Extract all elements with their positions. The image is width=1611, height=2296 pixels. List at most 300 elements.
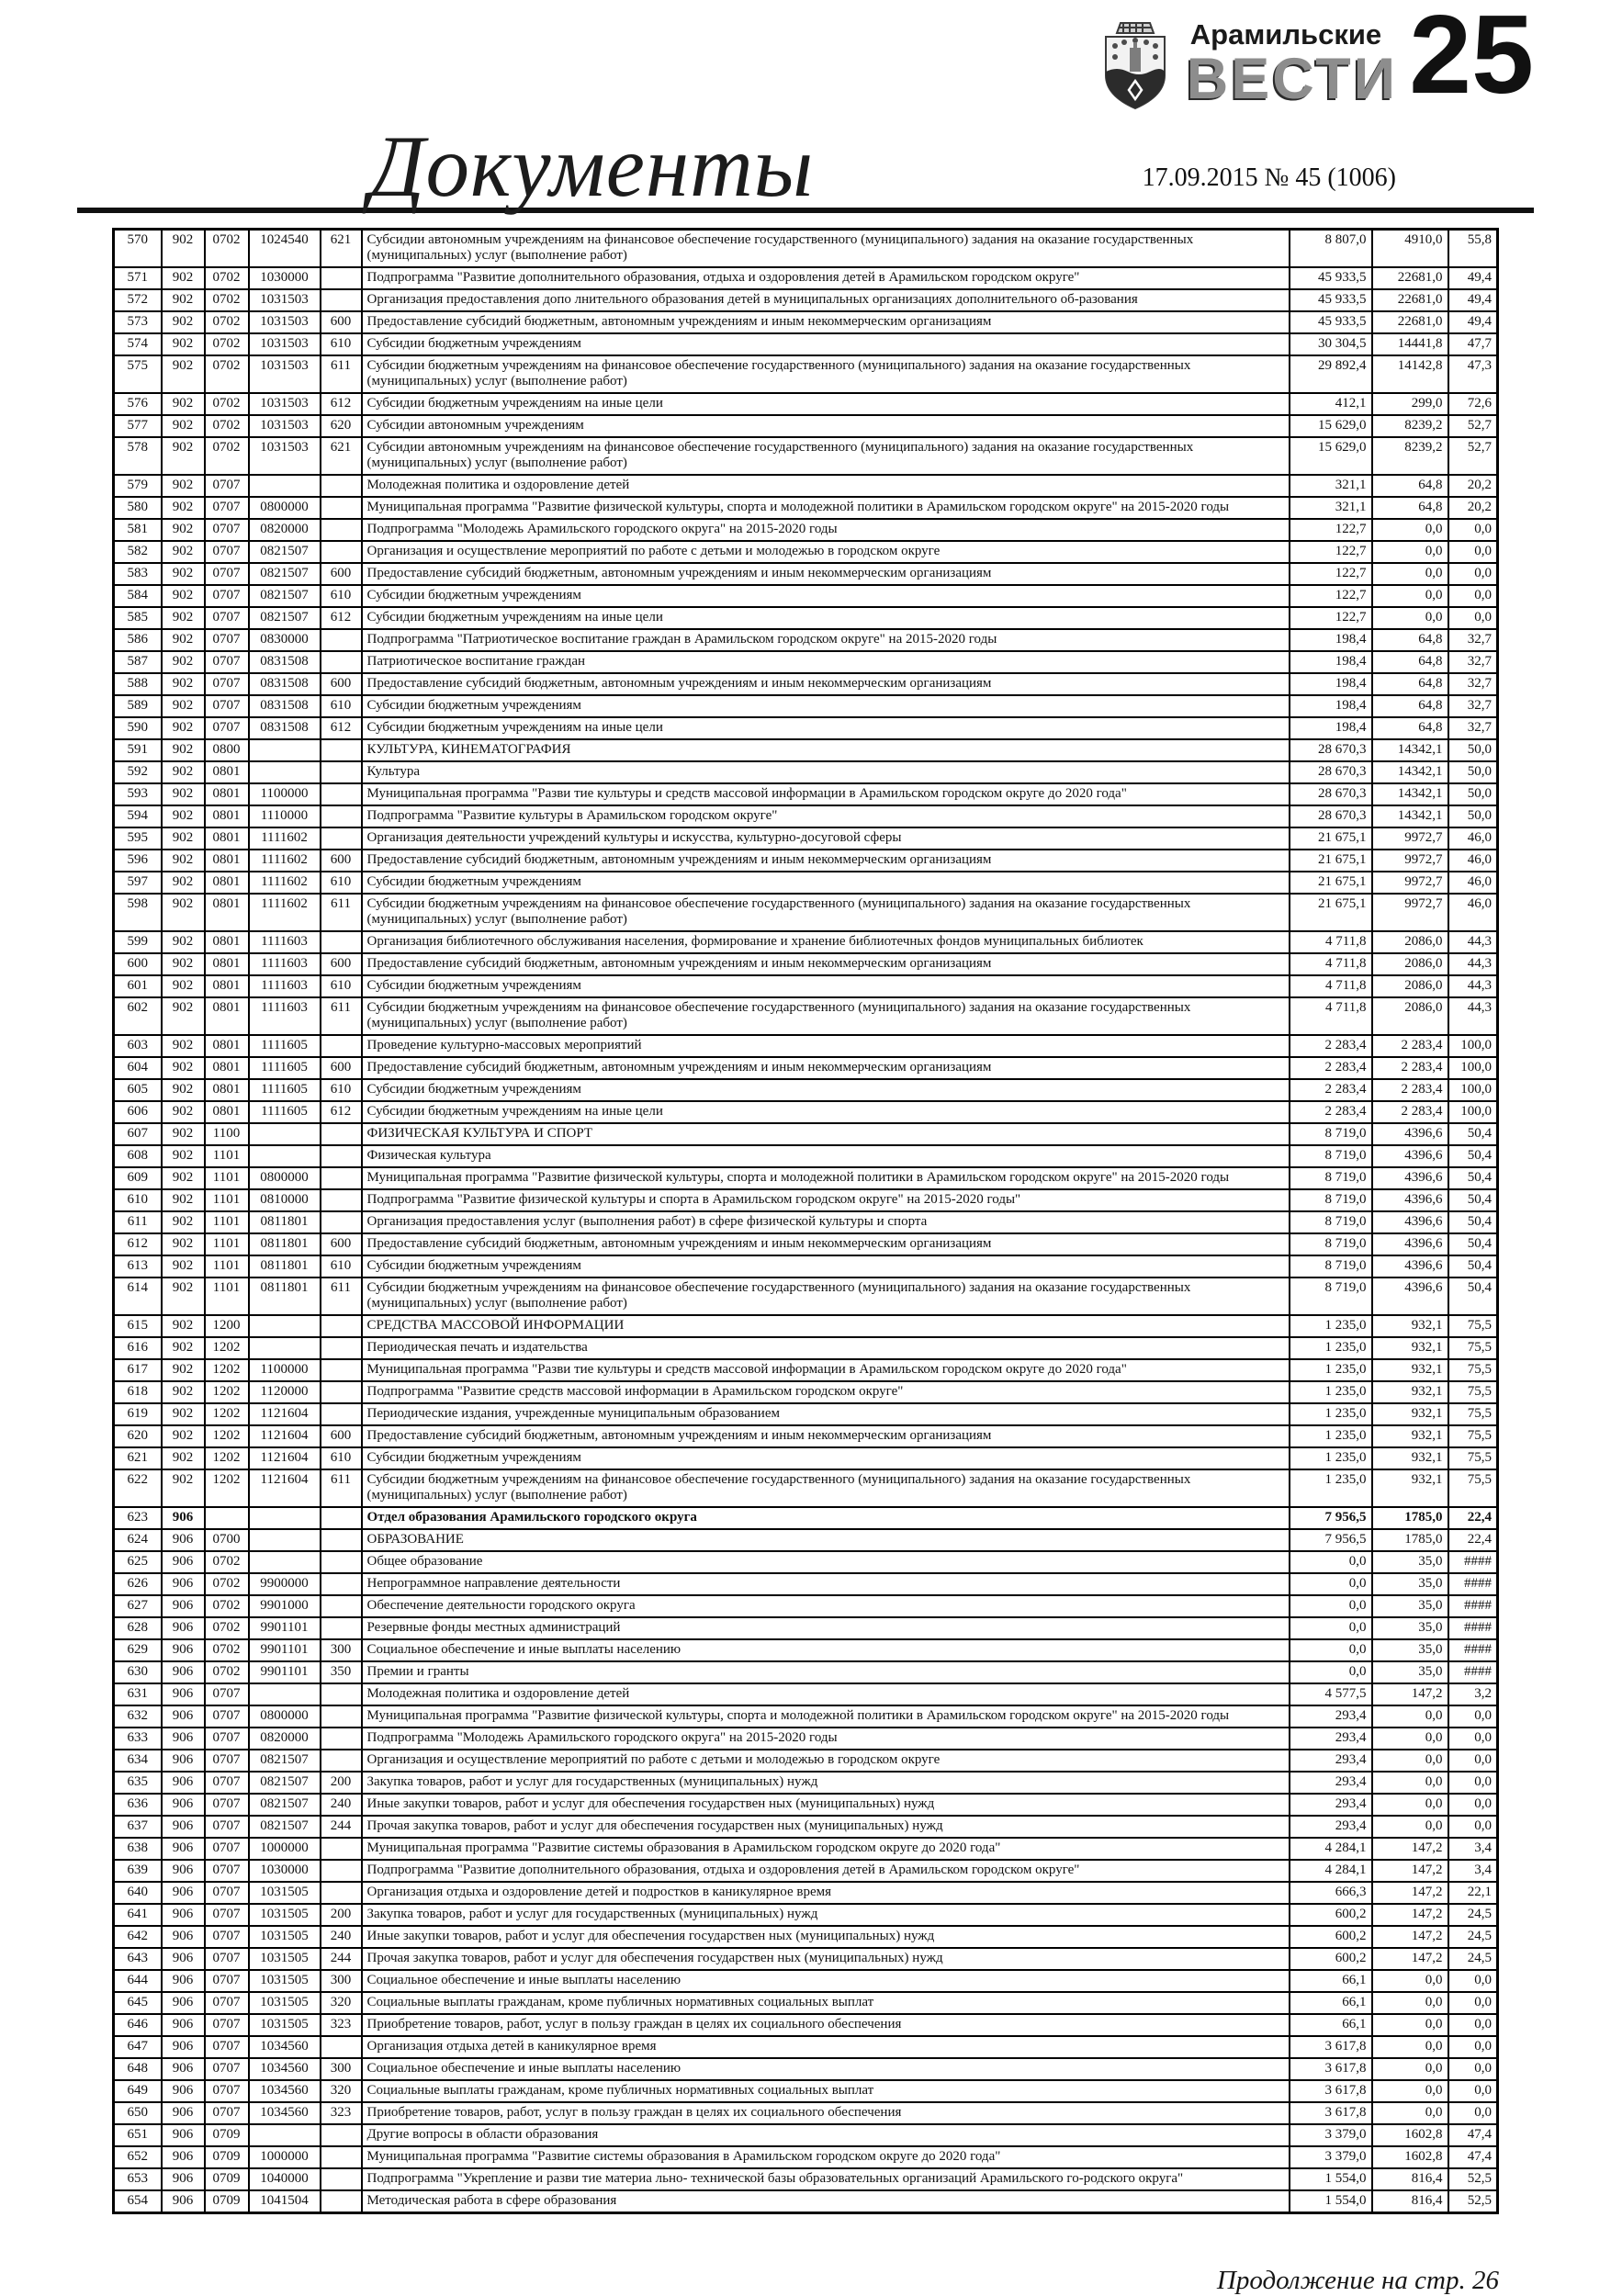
table-row bbox=[114, 1101, 1498, 1123]
cell-plan-value: 66,1 bbox=[1290, 2014, 1372, 2036]
cell-fact-value: 64,8 bbox=[1372, 629, 1448, 651]
cell-percent-value: 52,5 bbox=[1448, 2168, 1498, 2190]
cell-plan-value: 198,4 bbox=[1290, 717, 1372, 739]
cell-section-code: 0801 bbox=[205, 997, 249, 1035]
cell-target-article: 1031505 bbox=[249, 2014, 321, 2036]
cell-section-code: 0702 bbox=[205, 393, 249, 415]
cell-expense-type bbox=[321, 1211, 362, 1233]
cell-plan-value: 1 235,0 bbox=[1290, 1447, 1372, 1469]
cell-description: Субсидии бюджетным учреждениям на иные цели bbox=[362, 607, 1290, 629]
cell-plan-value: 600,2 bbox=[1290, 1904, 1372, 1926]
cell-section-code: 0800 bbox=[205, 739, 249, 761]
cell-expense-type bbox=[321, 1403, 362, 1425]
cell-percent-value: 0,0 bbox=[1448, 2102, 1498, 2124]
cell-section-code: 0702 bbox=[205, 1639, 249, 1661]
cell-description: Иные закупки товаров, работ и услуг для обеспечения государствен ных (муниципальных) нужд bbox=[362, 1926, 1290, 1948]
cell-target-article: 1111602 bbox=[249, 850, 321, 872]
cell-description: Предоставление субсидий бюджетным, автономным учреждениям и иным некоммерческим организациям bbox=[362, 1233, 1290, 1255]
table-row bbox=[114, 1882, 1498, 1904]
cell-section-code: 1202 bbox=[205, 1469, 249, 1507]
table-row bbox=[114, 1573, 1498, 1595]
cell-description: Иные закупки товаров, работ и услуг для обеспечения государствен ных (муниципальных) нужд bbox=[362, 1794, 1290, 1816]
cell-row-number: 583 bbox=[114, 563, 162, 585]
cell-description: Подпрограмма "Развитие дополнительного образования, отдыха и оздоровления детей в Арамильском городском округе" bbox=[362, 267, 1290, 289]
cell-target-article: 1031503 bbox=[249, 415, 321, 437]
cell-grbs-code: 906 bbox=[162, 1617, 205, 1639]
cell-section-code: 1202 bbox=[205, 1359, 249, 1381]
cell-fact-value: 35,0 bbox=[1372, 1573, 1448, 1595]
cell-section-code: 0709 bbox=[205, 2190, 249, 2213]
cell-row-number: 591 bbox=[114, 739, 162, 761]
cell-grbs-code: 906 bbox=[162, 2014, 205, 2036]
cell-grbs-code: 902 bbox=[162, 415, 205, 437]
cell-description: Субсидии автономным учреждениям bbox=[362, 415, 1290, 437]
cell-row-number: 644 bbox=[114, 1970, 162, 1992]
cell-percent-value: 50,4 bbox=[1448, 1123, 1498, 1145]
cell-row-number: 581 bbox=[114, 519, 162, 541]
cell-section-code: 0702 bbox=[205, 1661, 249, 1683]
table-row bbox=[114, 931, 1498, 953]
cell-row-number: 602 bbox=[114, 997, 162, 1035]
cell-expense-type bbox=[321, 519, 362, 541]
cell-fact-value: 2 283,4 bbox=[1372, 1035, 1448, 1057]
table-row bbox=[114, 1904, 1498, 1926]
cell-grbs-code: 906 bbox=[162, 1705, 205, 1728]
table-row bbox=[114, 2146, 1498, 2168]
cell-expense-type: 600 bbox=[321, 563, 362, 585]
cell-section-code: 0702 bbox=[205, 1551, 249, 1573]
cell-fact-value: 64,8 bbox=[1372, 695, 1448, 717]
cell-target-article: 0821507 bbox=[249, 585, 321, 607]
cell-description: Субсидии бюджетным учреждениям bbox=[362, 975, 1290, 997]
cell-expense-type: 320 bbox=[321, 2080, 362, 2102]
cell-percent-value: 0,0 bbox=[1448, 1728, 1498, 1750]
cell-description: Приобретение товаров, работ, услуг в пользу граждан в целях их социального обеспечения bbox=[362, 2102, 1290, 2124]
cell-description: Социальное обеспечение и иные выплаты населению bbox=[362, 1970, 1290, 1992]
cell-fact-value: 0,0 bbox=[1372, 1750, 1448, 1772]
cell-section-code: 0801 bbox=[205, 761, 249, 783]
cell-expense-type: 600 bbox=[321, 311, 362, 333]
cell-description: Организация отдыха детей в каникулярное время bbox=[362, 2036, 1290, 2058]
cell-expense-type: 612 bbox=[321, 717, 362, 739]
cell-section-code: 1202 bbox=[205, 1337, 249, 1359]
cell-target-article: 0800000 bbox=[249, 1167, 321, 1189]
cell-fact-value: 35,0 bbox=[1372, 1595, 1448, 1617]
cell-description: Субсидии бюджетным учреждениям bbox=[362, 1255, 1290, 1277]
cell-grbs-code: 902 bbox=[162, 355, 205, 393]
cell-fact-value: 64,8 bbox=[1372, 497, 1448, 519]
cell-description: Предоставление субсидий бюджетным, автономным учреждениям и иным некоммерческим организациям bbox=[362, 1425, 1290, 1447]
cell-description: Прочая закупка товаров, работ и услуг для обеспечения государствен ных (муниципальных) нужд bbox=[362, 1816, 1290, 1838]
cell-target-article: 1031505 bbox=[249, 1992, 321, 2014]
cell-description: Субсидии бюджетным учреждениям на финансовое обеспечение государственного (муниципального) задания на оказание государственных (муниципальных) услуг (выполнение работ) bbox=[362, 1469, 1290, 1507]
cell-expense-type bbox=[321, 629, 362, 651]
cell-fact-value: 14142,8 bbox=[1372, 355, 1448, 393]
cell-fact-value: 22681,0 bbox=[1372, 267, 1448, 289]
cell-percent-value: 0,0 bbox=[1448, 563, 1498, 585]
cell-description: СРЕДСТВА МАССОВОЙ ИНФОРМАЦИИ bbox=[362, 1315, 1290, 1337]
cell-description: Субсидии бюджетным учреждениям на иные цели bbox=[362, 393, 1290, 415]
cell-grbs-code: 906 bbox=[162, 2190, 205, 2213]
cell-plan-value: 293,4 bbox=[1290, 1816, 1372, 1838]
cell-grbs-code: 902 bbox=[162, 311, 205, 333]
cell-expense-type: 323 bbox=[321, 2014, 362, 2036]
cell-section-code: 0702 bbox=[205, 355, 249, 393]
cell-plan-value: 7 956,5 bbox=[1290, 1507, 1372, 1529]
cell-section-code: 0707 bbox=[205, 629, 249, 651]
cell-target-article bbox=[249, 1123, 321, 1145]
cell-section-code: 0702 bbox=[205, 1595, 249, 1617]
cell-target-article: 1031503 bbox=[249, 393, 321, 415]
cell-percent-value: 3,4 bbox=[1448, 1838, 1498, 1860]
cell-percent-value: 24,5 bbox=[1448, 1926, 1498, 1948]
table-row bbox=[114, 1970, 1498, 1992]
table-row bbox=[114, 1167, 1498, 1189]
cell-description: Социальное обеспечение и иные выплаты населению bbox=[362, 2058, 1290, 2080]
cell-plan-value: 4 711,8 bbox=[1290, 997, 1372, 1035]
cell-fact-value: 35,0 bbox=[1372, 1639, 1448, 1661]
cell-expense-type bbox=[321, 541, 362, 563]
cell-target-article: 1110000 bbox=[249, 805, 321, 827]
issue-date-line: 17.09.2015 № 45 (1006) bbox=[1142, 163, 1396, 192]
table-row bbox=[114, 1211, 1498, 1233]
table-row bbox=[114, 607, 1498, 629]
cell-plan-value: 0,0 bbox=[1290, 1661, 1372, 1683]
cell-fact-value: 35,0 bbox=[1372, 1661, 1448, 1683]
brand-texts bbox=[1186, 18, 1398, 111]
cell-section-code: 0801 bbox=[205, 931, 249, 953]
table-row bbox=[114, 1123, 1498, 1145]
cell-section-code: 0801 bbox=[205, 805, 249, 827]
cell-percent-value: 52,7 bbox=[1448, 415, 1498, 437]
cell-row-number: 633 bbox=[114, 1728, 162, 1750]
table-row bbox=[114, 953, 1498, 975]
cell-row-number: 587 bbox=[114, 651, 162, 673]
cell-section-code: 1202 bbox=[205, 1425, 249, 1447]
cell-plan-value: 3 379,0 bbox=[1290, 2146, 1372, 2168]
cell-expense-type: 610 bbox=[321, 1255, 362, 1277]
cell-row-number: 614 bbox=[114, 1277, 162, 1315]
cell-grbs-code: 902 bbox=[162, 497, 205, 519]
table-row bbox=[114, 2058, 1498, 2080]
cell-section-code: 0707 bbox=[205, 2102, 249, 2124]
cell-fact-value: 2086,0 bbox=[1372, 975, 1448, 997]
cell-row-number: 617 bbox=[114, 1359, 162, 1381]
cell-fact-value: 0,0 bbox=[1372, 607, 1448, 629]
table-row bbox=[114, 333, 1498, 355]
table-row bbox=[114, 2080, 1498, 2102]
cell-grbs-code: 902 bbox=[162, 563, 205, 585]
cell-percent-value: 50,0 bbox=[1448, 739, 1498, 761]
brand-city-label: Арамильские bbox=[1189, 18, 1382, 51]
cell-plan-value: 412,1 bbox=[1290, 393, 1372, 415]
cell-plan-value: 600,2 bbox=[1290, 1948, 1372, 1970]
cell-section-code: 1101 bbox=[205, 1233, 249, 1255]
table-row bbox=[114, 1447, 1498, 1469]
cell-fact-value: 147,2 bbox=[1372, 1904, 1448, 1926]
cell-plan-value: 8 719,0 bbox=[1290, 1211, 1372, 1233]
cell-plan-value: 45 933,5 bbox=[1290, 311, 1372, 333]
table-row bbox=[114, 1057, 1498, 1079]
table-row bbox=[114, 695, 1498, 717]
cell-plan-value: 0,0 bbox=[1290, 1617, 1372, 1639]
cell-target-article bbox=[249, 1507, 321, 1529]
cell-description: Организация библиотечного обслуживания населения, формирование и хранение библиотечных фондов муниципальных библиотек bbox=[362, 931, 1290, 953]
cell-grbs-code: 902 bbox=[162, 975, 205, 997]
table-row bbox=[114, 2102, 1498, 2124]
cell-row-number: 570 bbox=[114, 230, 162, 268]
cell-target-article: 9900000 bbox=[249, 1573, 321, 1595]
cell-percent-value: 75,5 bbox=[1448, 1469, 1498, 1507]
cell-target-article: 0800000 bbox=[249, 1705, 321, 1728]
cell-fact-value: 0,0 bbox=[1372, 1772, 1448, 1794]
cell-row-number: 628 bbox=[114, 1617, 162, 1639]
cell-grbs-code: 906 bbox=[162, 1882, 205, 1904]
cell-grbs-code: 902 bbox=[162, 1123, 205, 1145]
cell-description: Периодические издания, учрежденные муниципальным образованием bbox=[362, 1403, 1290, 1425]
cell-plan-value: 4 711,8 bbox=[1290, 931, 1372, 953]
cell-plan-value: 7 956,5 bbox=[1290, 1529, 1372, 1551]
cell-plan-value: 2 283,4 bbox=[1290, 1101, 1372, 1123]
cell-target-article: 1111603 bbox=[249, 953, 321, 975]
cell-section-code: 0700 bbox=[205, 1529, 249, 1551]
cell-description: Субсидии автономным учреждениям на финансовое обеспечение государственного (муниципального) задания на оказание государственных (муниципальных) услуг (выполнение работ) bbox=[362, 230, 1290, 268]
cell-target-article: 0831508 bbox=[249, 717, 321, 739]
cell-grbs-code: 902 bbox=[162, 717, 205, 739]
table-row bbox=[114, 651, 1498, 673]
cell-expense-type bbox=[321, 1683, 362, 1705]
cell-description: Субсидии бюджетным учреждениям bbox=[362, 872, 1290, 894]
cell-fact-value: 4396,6 bbox=[1372, 1167, 1448, 1189]
cell-target-article: 1000000 bbox=[249, 1838, 321, 1860]
cell-expense-type: 621 bbox=[321, 230, 362, 268]
cell-expense-type bbox=[321, 1529, 362, 1551]
cell-fact-value: 932,1 bbox=[1372, 1425, 1448, 1447]
table-row bbox=[114, 1683, 1498, 1705]
cell-section-code: 0801 bbox=[205, 827, 249, 850]
cell-expense-type: 244 bbox=[321, 1948, 362, 1970]
cell-grbs-code: 902 bbox=[162, 585, 205, 607]
cell-description: Проведение культурно-массовых мероприятий bbox=[362, 1035, 1290, 1057]
cell-section-code: 0707 bbox=[205, 1860, 249, 1882]
table-row bbox=[114, 230, 1498, 268]
cell-description: Муниципальная программа "Разви тие культуры и средств массовой информации в Арамильском городском округе до 2020 года" bbox=[362, 1359, 1290, 1381]
cell-expense-type: 600 bbox=[321, 953, 362, 975]
cell-row-number: 618 bbox=[114, 1381, 162, 1403]
cell-plan-value: 45 933,5 bbox=[1290, 267, 1372, 289]
cell-description: Организация предоставления допо лнительного образования детей в муниципальных организациях дополнительного об-разования bbox=[362, 289, 1290, 311]
cell-plan-value: 21 675,1 bbox=[1290, 850, 1372, 872]
cell-description: Субсидии бюджетным учреждениям на иные цели bbox=[362, 717, 1290, 739]
cell-plan-value: 8 719,0 bbox=[1290, 1277, 1372, 1315]
cell-percent-value: #### bbox=[1448, 1639, 1498, 1661]
cell-section-code: 1202 bbox=[205, 1403, 249, 1425]
cell-fact-value: 0,0 bbox=[1372, 1794, 1448, 1816]
cell-percent-value: 0,0 bbox=[1448, 1705, 1498, 1728]
cell-fact-value: 1785,0 bbox=[1372, 1529, 1448, 1551]
cell-percent-value: 52,5 bbox=[1448, 2190, 1498, 2213]
cell-row-number: 637 bbox=[114, 1816, 162, 1838]
cell-description: Подпрограмма "Развитие физической культуры и спорта в Арамильском городском округе" на 2015-2020 годы" bbox=[362, 1189, 1290, 1211]
table-row bbox=[114, 563, 1498, 585]
cell-percent-value: 50,4 bbox=[1448, 1255, 1498, 1277]
cell-target-article: 0820000 bbox=[249, 519, 321, 541]
cell-grbs-code: 902 bbox=[162, 1211, 205, 1233]
cell-percent-value: 46,0 bbox=[1448, 850, 1498, 872]
cell-plan-value: 122,7 bbox=[1290, 585, 1372, 607]
cell-percent-value: 3,2 bbox=[1448, 1683, 1498, 1705]
table-row bbox=[114, 1617, 1498, 1639]
cell-description: Подпрограмма "Развитие культуры в Арамильском городском округе" bbox=[362, 805, 1290, 827]
cell-target-article: 9901000 bbox=[249, 1595, 321, 1617]
cell-description: Муниципальная программа "Развитие системы образования в Арамильском городском округе до 2020 года" bbox=[362, 2146, 1290, 2168]
table-row bbox=[114, 1255, 1498, 1277]
cell-row-number: 642 bbox=[114, 1926, 162, 1948]
cell-plan-value: 4 284,1 bbox=[1290, 1860, 1372, 1882]
cell-description: Субсидии бюджетным учреждениям на финансовое обеспечение государственного (муниципального) задания на оказание государственных (муниципальных) услуг (выполнение работ) bbox=[362, 1277, 1290, 1315]
cell-expense-type: 600 bbox=[321, 1425, 362, 1447]
cell-grbs-code: 902 bbox=[162, 1425, 205, 1447]
cell-expense-type bbox=[321, 1167, 362, 1189]
cell-fact-value: 147,2 bbox=[1372, 1882, 1448, 1904]
cell-plan-value: 600,2 bbox=[1290, 1926, 1372, 1948]
cell-row-number: 619 bbox=[114, 1403, 162, 1425]
cell-description: Муниципальная программа "Развитие физической культуры, спорта и молодежной политики в Арамильском городском округе" на 2015-2020 годы bbox=[362, 1705, 1290, 1728]
cell-percent-value: 75,5 bbox=[1448, 1425, 1498, 1447]
cell-section-code: 0707 bbox=[205, 2036, 249, 2058]
cell-expense-type: 611 bbox=[321, 355, 362, 393]
table-row bbox=[114, 1705, 1498, 1728]
cell-plan-value: 198,4 bbox=[1290, 695, 1372, 717]
brand-name-label: ВЕСТИ bbox=[1186, 47, 1398, 111]
cell-percent-value: 50,0 bbox=[1448, 805, 1498, 827]
cell-row-number: 652 bbox=[114, 2146, 162, 2168]
cell-row-number: 654 bbox=[114, 2190, 162, 2213]
cell-fact-value: 0,0 bbox=[1372, 1816, 1448, 1838]
cell-target-article: 1030000 bbox=[249, 267, 321, 289]
cell-target-article bbox=[249, 1315, 321, 1337]
cell-description: Отдел образования Арамильского городского округа bbox=[362, 1507, 1290, 1529]
cell-percent-value: 32,7 bbox=[1448, 651, 1498, 673]
cell-percent-value: 75,5 bbox=[1448, 1359, 1498, 1381]
table-row bbox=[114, 739, 1498, 761]
cell-grbs-code: 906 bbox=[162, 1838, 205, 1860]
table-row bbox=[114, 761, 1498, 783]
table-row bbox=[114, 1403, 1498, 1425]
cell-expense-type bbox=[321, 761, 362, 783]
cell-expense-type: 610 bbox=[321, 333, 362, 355]
table-row bbox=[114, 1595, 1498, 1617]
cell-target-article bbox=[249, 475, 321, 497]
cell-grbs-code: 902 bbox=[162, 651, 205, 673]
cell-expense-type bbox=[321, 1617, 362, 1639]
cell-target-article: 1121604 bbox=[249, 1447, 321, 1469]
table-row bbox=[114, 289, 1498, 311]
cell-expense-type: 611 bbox=[321, 997, 362, 1035]
cell-section-code: 0707 bbox=[205, 673, 249, 695]
cell-fact-value: 0,0 bbox=[1372, 585, 1448, 607]
cell-row-number: 607 bbox=[114, 1123, 162, 1145]
cell-plan-value: 0,0 bbox=[1290, 1639, 1372, 1661]
cell-target-article: 1111603 bbox=[249, 931, 321, 953]
cell-expense-type bbox=[321, 1882, 362, 1904]
cell-expense-type: 612 bbox=[321, 607, 362, 629]
cell-plan-value: 666,3 bbox=[1290, 1882, 1372, 1904]
cell-percent-value: #### bbox=[1448, 1617, 1498, 1639]
cell-grbs-code: 902 bbox=[162, 629, 205, 651]
cell-grbs-code: 906 bbox=[162, 1661, 205, 1683]
cell-section-code: 0707 bbox=[205, 1705, 249, 1728]
cell-expense-type: 600 bbox=[321, 1233, 362, 1255]
cell-row-number: 605 bbox=[114, 1079, 162, 1101]
cell-row-number: 648 bbox=[114, 2058, 162, 2080]
cell-fact-value: 14342,1 bbox=[1372, 761, 1448, 783]
cell-fact-value: 4396,6 bbox=[1372, 1145, 1448, 1167]
cell-section-code: 0707 bbox=[205, 2080, 249, 2102]
cell-section-code: 1101 bbox=[205, 1277, 249, 1315]
cell-expense-type: 611 bbox=[321, 1277, 362, 1315]
table-row bbox=[114, 1772, 1498, 1794]
cell-expense-type bbox=[321, 1359, 362, 1381]
cell-percent-value: 50,4 bbox=[1448, 1211, 1498, 1233]
table-row bbox=[114, 1507, 1498, 1529]
cell-plan-value: 3 617,8 bbox=[1290, 2102, 1372, 2124]
cell-percent-value: 0,0 bbox=[1448, 607, 1498, 629]
cell-target-article: 0821507 bbox=[249, 541, 321, 563]
cell-grbs-code: 902 bbox=[162, 1337, 205, 1359]
cell-grbs-code: 902 bbox=[162, 1277, 205, 1315]
cell-fact-value: 0,0 bbox=[1372, 2014, 1448, 2036]
cell-expense-type bbox=[321, 1595, 362, 1617]
cell-target-article: 0821507 bbox=[249, 1750, 321, 1772]
cell-target-article: 1111605 bbox=[249, 1057, 321, 1079]
cell-description: ОБРАЗОВАНИЕ bbox=[362, 1529, 1290, 1551]
cell-percent-value: 32,7 bbox=[1448, 717, 1498, 739]
cell-grbs-code: 906 bbox=[162, 1595, 205, 1617]
cell-grbs-code: 906 bbox=[162, 1551, 205, 1573]
cell-fact-value: 147,2 bbox=[1372, 1948, 1448, 1970]
cell-section-code: 0801 bbox=[205, 975, 249, 997]
cell-expense-type bbox=[321, 1315, 362, 1337]
cell-percent-value: 75,5 bbox=[1448, 1403, 1498, 1425]
cell-description: Непрограммное направление деятельности bbox=[362, 1573, 1290, 1595]
cell-grbs-code: 906 bbox=[162, 1904, 205, 1926]
cell-expense-type bbox=[321, 1573, 362, 1595]
cell-grbs-code: 902 bbox=[162, 1233, 205, 1255]
cell-section-code: 0707 bbox=[205, 1750, 249, 1772]
cell-section-code: 0801 bbox=[205, 1079, 249, 1101]
cell-description: Подпрограмма "Развитие средств массовой информации в Арамильском городском округе" bbox=[362, 1381, 1290, 1403]
cell-grbs-code: 902 bbox=[162, 761, 205, 783]
cell-target-article: 0830000 bbox=[249, 629, 321, 651]
cell-fact-value: 932,1 bbox=[1372, 1403, 1448, 1425]
table-row bbox=[114, 355, 1498, 393]
cell-row-number: 571 bbox=[114, 267, 162, 289]
cell-row-number: 586 bbox=[114, 629, 162, 651]
cell-row-number: 627 bbox=[114, 1595, 162, 1617]
cell-description: Субсидии бюджетным учреждениям bbox=[362, 333, 1290, 355]
cell-grbs-code: 902 bbox=[162, 333, 205, 355]
cell-section-code: 0801 bbox=[205, 872, 249, 894]
cell-fact-value: 147,2 bbox=[1372, 1838, 1448, 1860]
cell-row-number: 623 bbox=[114, 1507, 162, 1529]
table-row bbox=[114, 267, 1498, 289]
cell-expense-type: 610 bbox=[321, 975, 362, 997]
cell-plan-value: 122,7 bbox=[1290, 519, 1372, 541]
cell-plan-value: 0,0 bbox=[1290, 1551, 1372, 1573]
cell-target-article: 1031505 bbox=[249, 1948, 321, 1970]
cell-row-number: 636 bbox=[114, 1794, 162, 1816]
